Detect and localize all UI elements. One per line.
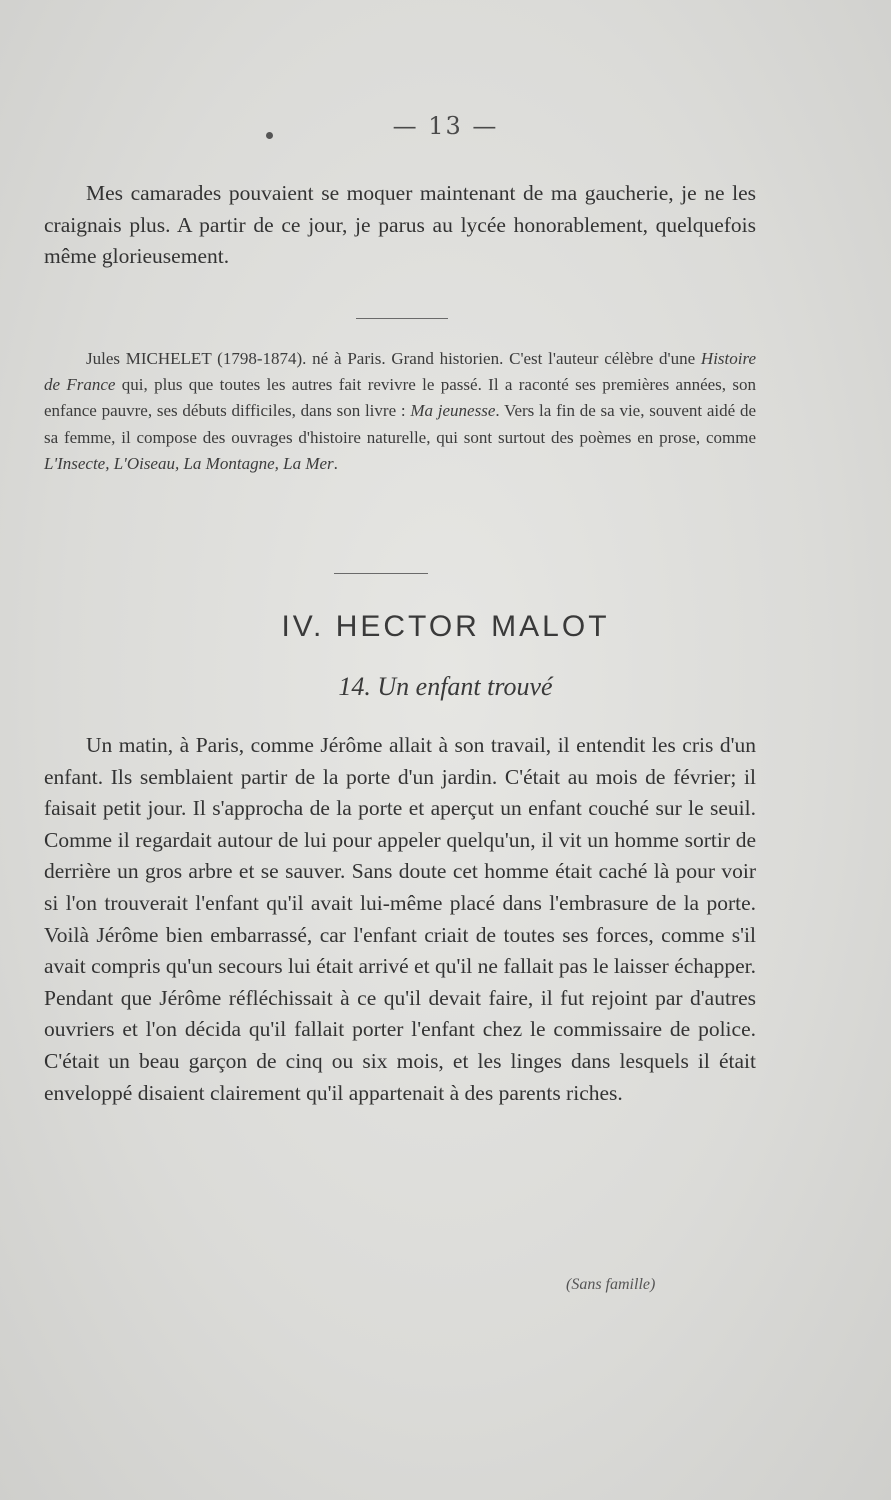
note-work-1: Histoire de France bbox=[44, 349, 757, 395]
story-block bbox=[44, 730, 756, 1109]
chapter-title: IV. HECTOR MALOT bbox=[281, 610, 610, 643]
note-text-1: (1798-1874). né à Paris. Grand historien. C'est l'auteur célèbre d'une bbox=[211, 349, 701, 368]
section-title: 14. Un enfant trouvé bbox=[338, 672, 553, 701]
story-paragraph: Un matin, à Paris, comme Jérôme allait à son travail, il entendit les cris d'un enfant. Ils semblaient partir de la porte d'un jardin. C'était au mois de février; il faisait petit jour. Il s'approcha de la porte et aperçut un enfant couché sur le seuil. Comme il regardait autour de lui pour appeler quelqu'un, il vit un homme sortir de derrière un gros arbre et se sauver. Sans doute cet homme était caché là pour voir si l'on trouverait l'enfant qu'il avait lui-même placé dans l'embrasure de la porte. Voilà Jérôme bien embarrassé, car l'enfant criait de toutes ses forces, comme s'il avait compris qu'un secours lui était arrivé et qu'il ne fallait pas le laisser échapper. Pendant que Jérôme réfléchissait à ce qu'il devait faire, il fut rejoint par d'autres ouvriers et l'on décida qu'il fallait porter l'enfant chez le commissaire de police. C'était un beau garçon de cinq ou six mois, et les linges dans lesquels il était enveloppé disaient clairement qu'il appartenait à des parents riches. bbox=[44, 733, 756, 1105]
note-author: Jules MICHELET bbox=[86, 349, 212, 368]
note-text-4: . bbox=[333, 453, 338, 473]
source-citation: (Sans famille) bbox=[566, 1276, 656, 1293]
intro-paragraph: Mes camarades pouvaient se moquer maintenant de ma gaucherie, je ne les craignais plus. A partir de ce jour, je parus au lycée honorablement, quelquefois même glorieusement. bbox=[44, 181, 756, 269]
note-text-3: . Vers la fin de sa vie, souvent aidé de sa femme, il compose des ouvrages d'histoire naturelle, qui sont surtout des poèmes en prose, comme bbox=[44, 401, 756, 447]
note-work-3: L'Insecte, L'Oiseau, La Montagne, La Mer bbox=[44, 453, 334, 473]
note-work-2: Ma jeunesse bbox=[410, 401, 496, 421]
page-number: — 13 — bbox=[392, 112, 499, 140]
separator-rule bbox=[334, 573, 428, 574]
author-note bbox=[44, 346, 756, 477]
intro-block bbox=[44, 178, 756, 273]
separator-rule bbox=[356, 318, 448, 319]
note-text-2: qui, plus que toutes les autres fait revivre le passé. Il a raconté ses premières années, son enfance pauvre, ses débuts difficiles, dans son livre : bbox=[44, 375, 756, 421]
author-note-block bbox=[44, 346, 756, 477]
